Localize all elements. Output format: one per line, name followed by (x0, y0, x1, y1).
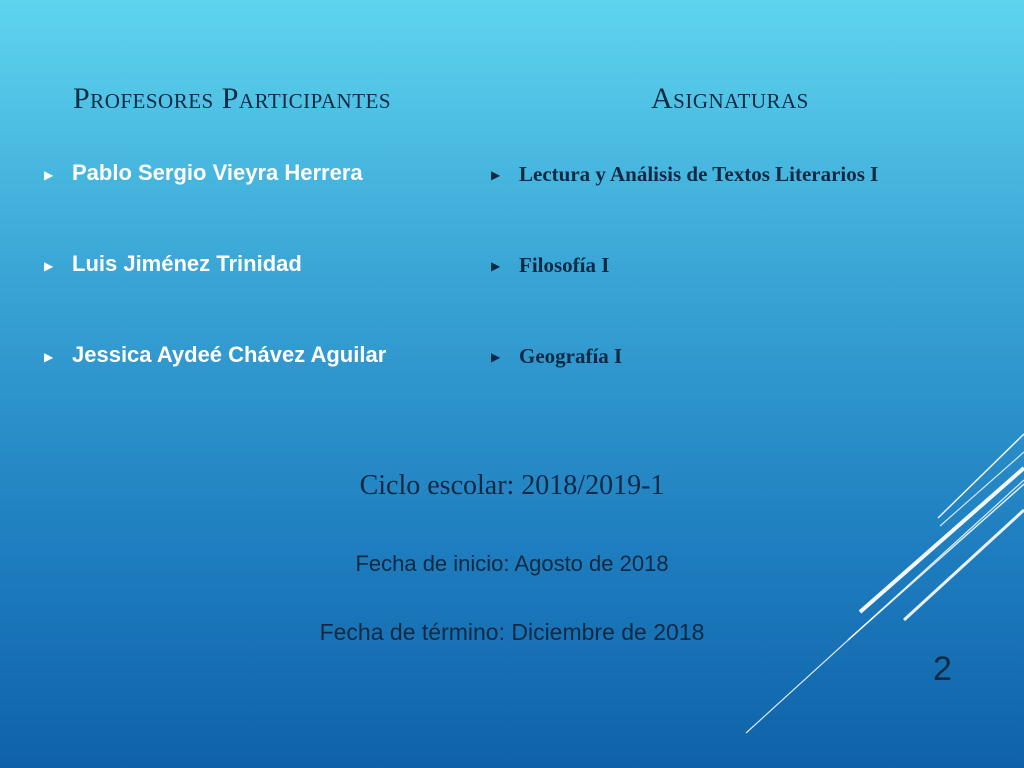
professors-list (44, 160, 386, 433)
professors-heading: Profesores Participantes (73, 82, 392, 115)
professor-name: Jessica Aydeé Chávez Aguilar (72, 342, 387, 367)
school-cycle: Ciclo escolar: 2018/2019-1 (359, 470, 665, 501)
list-item (44, 342, 386, 433)
professor-name: Luis Jiménez Trinidad (72, 251, 302, 276)
list-item (491, 342, 878, 433)
page-number: 2 (933, 650, 952, 688)
list-item (491, 160, 878, 251)
professor-name: Pablo Sergio Vieyra Herrera (72, 160, 363, 185)
end-date: Fecha de término: Diciembre de 2018 (319, 619, 705, 645)
bullet-arrow-icon: ▶ (44, 350, 54, 364)
subject-name: Lectura y Análisis de Textos Literarios I (519, 162, 879, 186)
bullet-arrow-icon: ▶ (44, 259, 54, 273)
list-item (491, 251, 878, 342)
subjects-list (491, 160, 878, 433)
list-item (44, 160, 386, 251)
list-item (44, 251, 386, 342)
start-date: Fecha de inicio: Agosto de 2018 (355, 551, 669, 576)
subject-name: Geografía I (519, 344, 623, 368)
subject-name: Filosofía I (519, 253, 610, 277)
bullet-arrow-icon: ▶ (491, 259, 501, 273)
bullet-arrow-icon: ▶ (491, 168, 501, 182)
bullet-arrow-icon: ▶ (44, 168, 54, 182)
subjects-heading: Asignaturas (651, 82, 809, 115)
bullet-arrow-icon: ▶ (491, 350, 501, 364)
